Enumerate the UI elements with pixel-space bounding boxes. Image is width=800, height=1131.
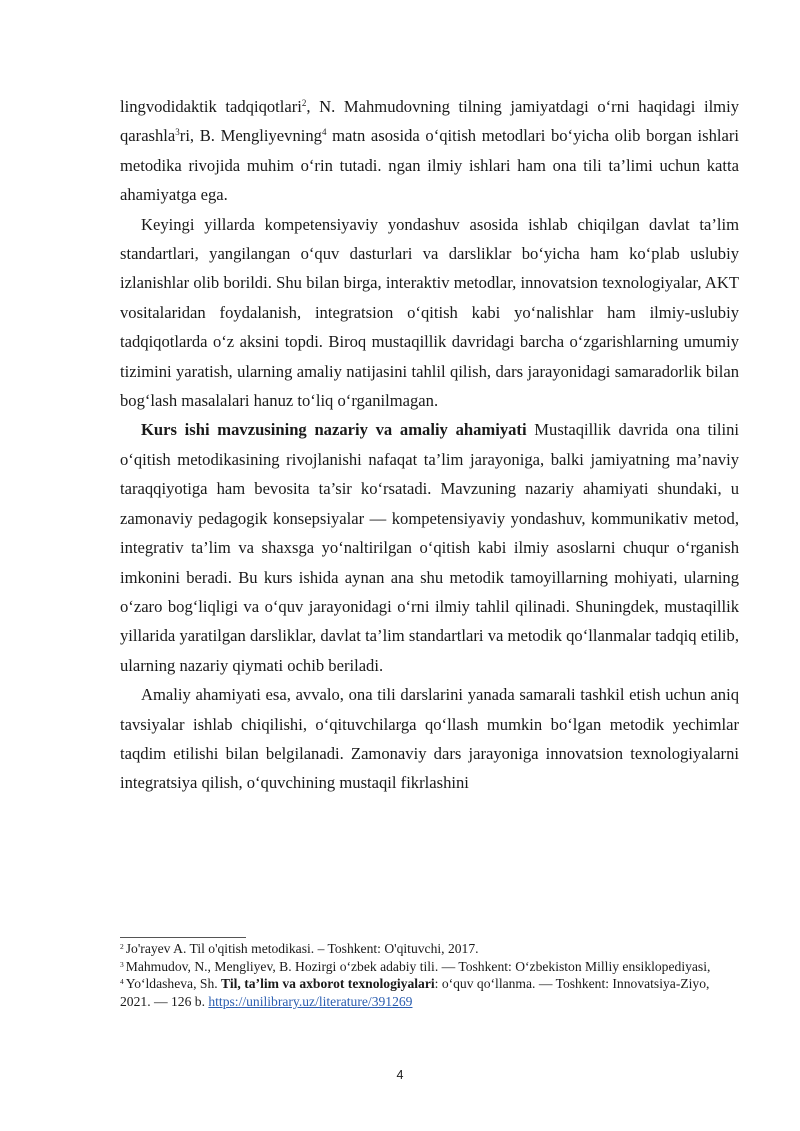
paragraph-1-text-d: matn asosida o‘qitish metodlari bo‘yicha olib borgan ishlari metodika rivojida muhim o‘rin tutadi. ngan ilmiy ishlari ham ona tili ta’limi uchun katta ahamiyatga ega. xyxy=(120,126,739,205)
footnotes xyxy=(120,940,739,1010)
section-heading: Kurs ishi mavzusining nazariy va amaliy ahamiyati xyxy=(141,420,527,440)
paragraph-1-text-c: ri, B. Mengliyevning xyxy=(179,126,322,146)
footnote-mark: 4 xyxy=(120,977,124,987)
footnote-2 xyxy=(120,940,739,958)
footnote-text-post: : o‘quv qo‘llanma. — Toshkent: Innovatsiya-Ziyo, 2021. — 126 b. xyxy=(120,976,710,1009)
paragraph-3 xyxy=(120,415,739,680)
paragraph-4: Amaliy ahamiyati esa, avvalo, ona tili darslarini yanada samarali tashkil etish uchun aniq tavsiyalar ishlab chiqilishi, o‘qituvchilarga qo‘llash mumkin bo‘lgan metodik yechimlar taqdim etilishi bilan belgilanadi. Zamonaviy dars jarayoniga innovatsion texnologiyalarni integratsiya qilish, o‘quvchining mustaqil fikrlashini xyxy=(120,685,739,793)
footnote-ref-4[interactable]: 4 xyxy=(321,127,327,138)
paragraph-2: Keyingi yillarda kompetensiyaviy yondashuv asosida ishlab chiqilgan davlat ta’lim standartlari, yangilangan o‘quv dasturlari va darsliklar bo‘yicha ham ko‘plab uslubiy izlanishlar olib borildi. Shu bilan birga, interaktiv metodlar, innovatsion texnologiyalar, AKT vositalaridan foydalanish, integratsion o‘qitish kabi yo‘nalishlar ham ilmiy-uslubiy tadqiqotlarda o‘z aksini topdi. Biroq mustaqillik davridagi barcha o‘zgarishlarning umumiy tizimini yaratish, ularning amaliy natijasini tahlil qilish, dars jarayonidagi samaradorlik bilan bog‘lash masalalari hanuz to‘liq o‘rganilmagan. xyxy=(120,214,739,411)
footnote-link[interactable]: https://unilibrary.uz/literature/391269 xyxy=(208,993,413,1009)
footnote-text: Mahmudov, N., Mengliyev, B. Hozirgi o‘zbek adabiy tili. — Toshkent: O‘zbekiston Milliy ensiklopediyasi, xyxy=(125,958,711,974)
footnote-ref-3[interactable]: 3 xyxy=(175,127,180,138)
page-number: 4 xyxy=(396,1068,404,1082)
paragraph-1-text-a: lingvodidaktik tadqiqotlari xyxy=(120,97,302,116)
footnote-ref-2[interactable]: 2 xyxy=(301,98,307,108)
footnote-text: Jo'rayev A. Til o'qitish metodikasi. – Toshkent: O'qituvchi, 2017. xyxy=(125,941,479,956)
footnote-text-pre: Yo‘ldasheva, Sh. xyxy=(125,976,222,992)
paragraph-3-text: Mustaqillik davrida ona tilini o‘qitish metodikasining rivojlanishi nafaqat ta’lim jarayoniga, balki jamiyatning ma’naviy taraqqiyotiga ham bevosita ta’sir ko‘rsatadi. Mavzuning nazariy ahamiyati shundaki, u zamonaviy pedagogik konsepsiyalar — kompetensiyaviy yondashuv, kommunikativ metod, integrativ ta’lim va shaxsga yo‘naltirilgan o‘qitish kabi ilmiy asoslarni chuqur o‘rganish imkonini beradi. Bu kurs ishida aynan ana shu metodik tamoyillarning mohiyati, ularning o‘zaro bog‘liqligi va o‘quv jarayonidagi o‘rni ilmiy tahlil qilinadi. Shuningdek, mustaqillik yillarida yaratilgan darsliklar, davlat ta’lim standartlari va metodik qo‘llanmalar tadqiq etilib, ularning nazariy qiymati ochib beriladi. xyxy=(120,420,739,675)
paragraph-1 xyxy=(120,92,739,210)
footnote-3 xyxy=(120,958,739,976)
paragraph-1-text-b: , N. Mahmudovning tilning jamiyatdagi o‘rni haqidagi ilmiy qarashla xyxy=(120,97,739,146)
footnote-book-title: Til, ta’lim va axborot texnologiyalari xyxy=(221,976,435,992)
footnote-4 xyxy=(120,975,739,1010)
footnote-mark: 3 xyxy=(120,959,124,969)
footnote-separator xyxy=(120,937,246,938)
footnote-mark: 2 xyxy=(120,942,124,951)
body-text xyxy=(120,92,739,798)
